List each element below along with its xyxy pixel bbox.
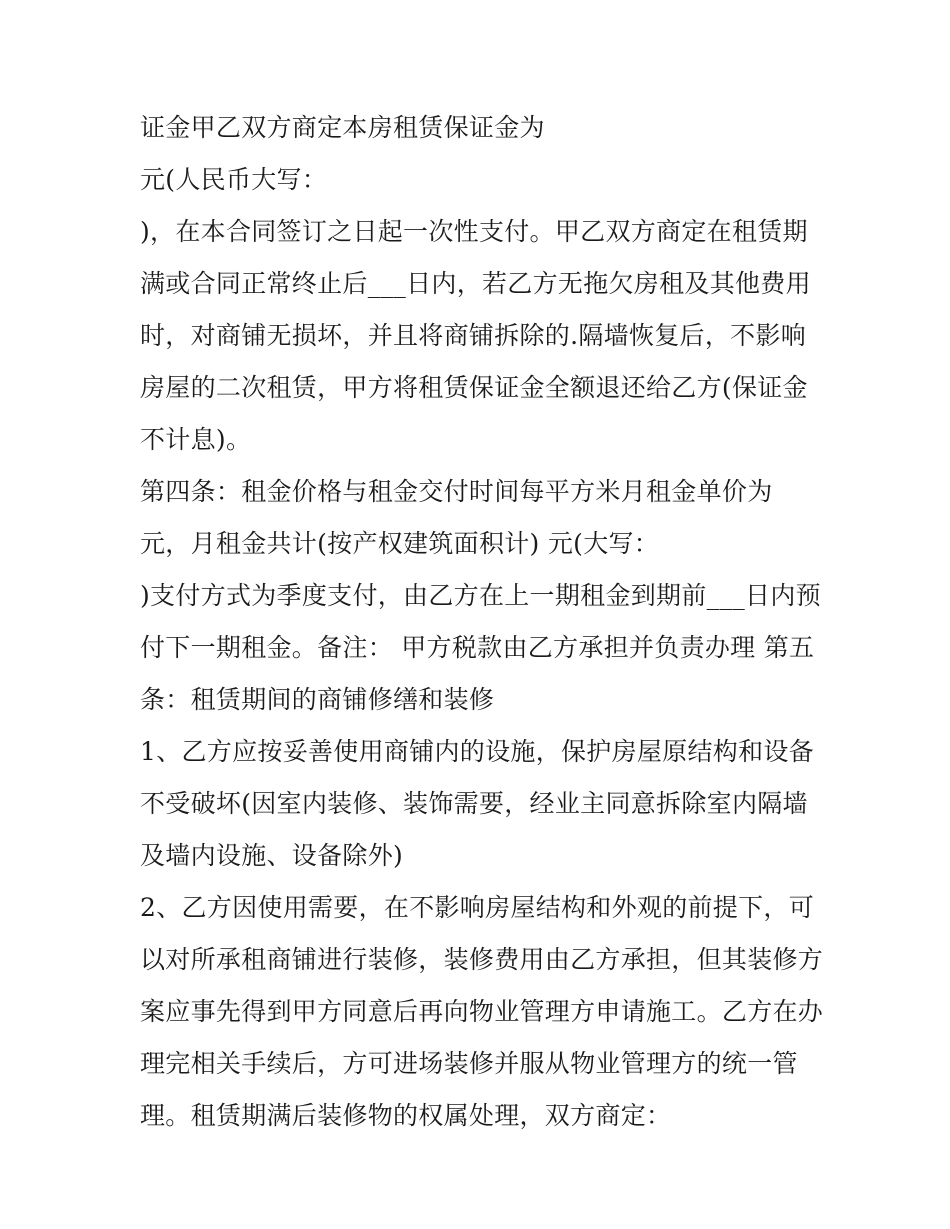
text-line: 案应事先得到甲方同意后再向物业管理方申请施工。乙方在办 [140,997,824,1026]
text-line: )，在本合同签订之日起一次性支付。甲乙双方商定在租赁期 [140,217,808,246]
text-line: 1、乙方应按妥善使用商铺内的设施，保护房屋原结构和设备 [140,737,815,766]
text-line: 元(人民币大写： [140,165,328,194]
text-line: 满或合同正常终止后___日内，若乙方无拖欠房租及其他费用 [140,269,811,298]
text-line: 证金甲乙双方商定本房租赁保证金为 [140,113,545,142]
text-line: 条：租赁期间的商铺修缮和装修 [140,685,495,714]
text-line: 时，对商铺无损坏，并且将商铺拆除的.隔墙恢复后，不影响 [140,321,807,350]
text-line: 2、乙方因使用需要，在不影响房屋结构和外观的前提下，可 [140,893,815,922]
text-line: 理完相关手续后，方可进场装修并服从物业管理方的统一管 [140,1049,798,1078]
text-line: 以对所承租商铺进行装修，装修费用由乙方承担，但其装修方 [140,945,824,974]
text-line: 不计息)。 [140,425,252,454]
text-line: 元，月租金共计(按产权建筑面积计) 元(大写： [140,529,660,558]
document-body [140,102,840,1142]
text-line: 房屋的二次租赁，甲方将租赁保证金全额退还给乙方(保证金 [140,373,808,402]
text-line: 付下一期租金。备注： 甲方税款由乙方承担并负责办理 第五 [140,633,815,662]
text-line: )支付方式为季度支付，由乙方在上一期租金到期前___日内预 [140,581,821,610]
text-line: 不受破坏(因室内装修、装饰需要，经业主同意拆除室内隔墙 [140,789,808,818]
text-line: 理。租赁期满后装修物的权属处理，双方商定： [140,1101,672,1130]
text-line: 第四条：租金价格与租金交付时间每平方米月租金单价为 [140,477,773,506]
text-line: 及墙内设施、设备除外) [140,841,404,870]
